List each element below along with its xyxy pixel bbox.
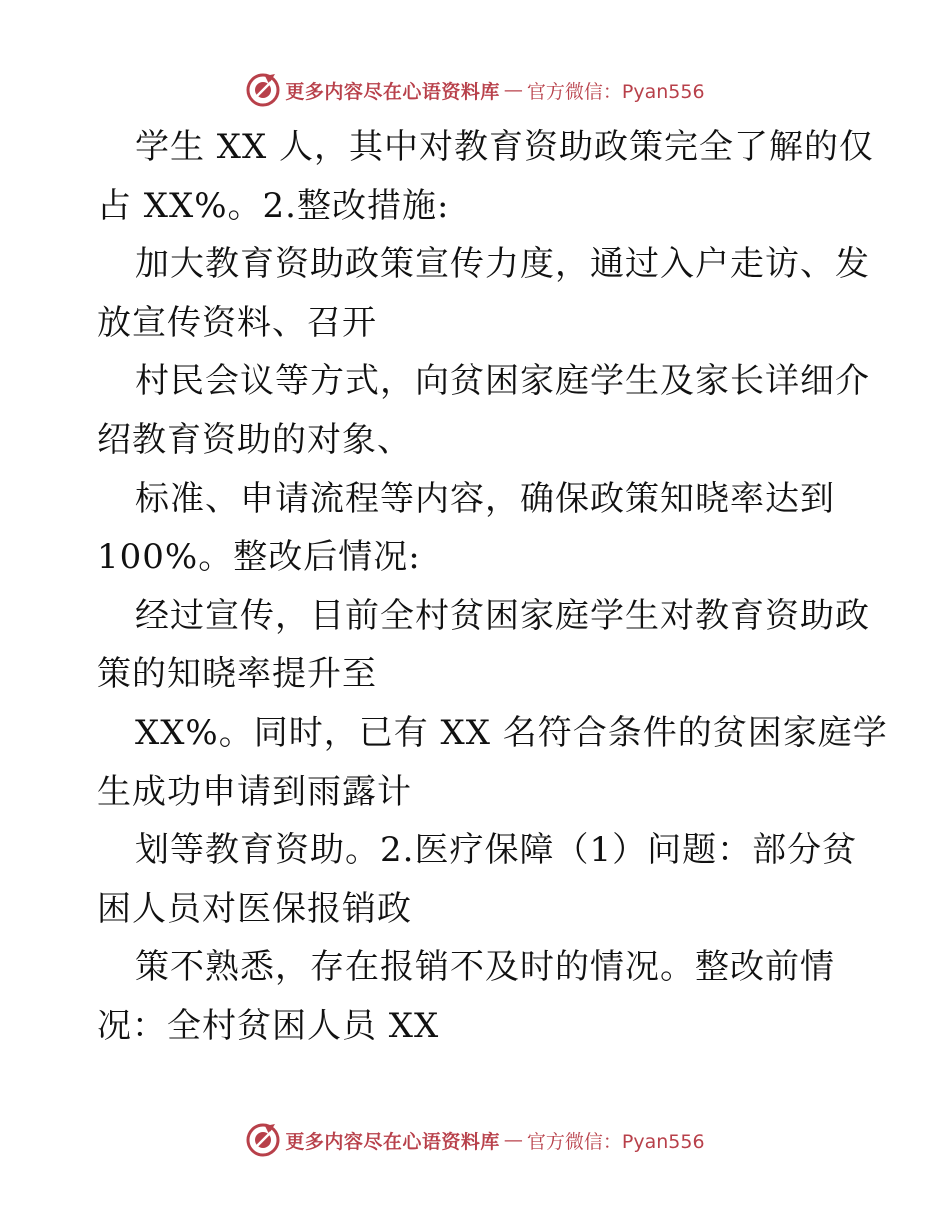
watermark-wechat: 官方微信：Pyan556 bbox=[526, 1130, 705, 1153]
text-line: 标准、申请流程等内容，确保政策知晓率达到 bbox=[135, 478, 835, 519]
library-logo-icon bbox=[245, 72, 281, 108]
text-line: 放宣传资料、召开 bbox=[97, 302, 377, 343]
text-line: 经过宣传，目前全村贫困家庭学生对教育资助政 bbox=[135, 595, 870, 636]
text-line: 100%。整改后情况: bbox=[97, 537, 421, 578]
text-line: XX%。同时，已有 XX 名符合条件的贫困家庭学 bbox=[135, 712, 888, 753]
text-line: 困人员对医保报销政 bbox=[97, 888, 412, 929]
library-logo-icon bbox=[245, 1122, 281, 1158]
document-body bbox=[97, 118, 888, 1056]
watermark-title: 更多内容尽在心语资料库 bbox=[285, 80, 500, 103]
text-line: 划等教育资助。2.医疗保障（1）问题：部分贫 bbox=[135, 830, 858, 871]
text-line: 生成功申请到雨露计 bbox=[97, 771, 412, 812]
footer-watermark bbox=[0, 1120, 950, 1160]
text-line: 村民会议等方式，向贫困家庭学生及家长详细介 bbox=[135, 361, 870, 402]
header-watermark bbox=[0, 70, 950, 110]
text-line: 加大教育资助政策宣传力度，通过入户走访、发 bbox=[135, 244, 870, 285]
watermark-wechat: 官方微信：Pyan556 bbox=[526, 80, 705, 103]
text-line: 况：全村贫困人员 XX bbox=[97, 1005, 440, 1046]
text-line: 绍教育资助的对象、 bbox=[97, 419, 412, 460]
text-line: 策的知晓率提升至 bbox=[97, 654, 377, 695]
watermark-dash: — bbox=[503, 79, 523, 101]
watermark-title: 更多内容尽在心语资料库 bbox=[285, 1130, 500, 1153]
text-line: 占 XX%。2.整改措施: bbox=[97, 185, 450, 226]
watermark-dash: — bbox=[503, 1129, 523, 1151]
text-line: 策不熟悉，存在报销不及时的情况。整改前情 bbox=[135, 947, 835, 988]
text-line: 学生 XX 人，其中对教育资助政策完全了解的仅 bbox=[135, 127, 875, 167]
